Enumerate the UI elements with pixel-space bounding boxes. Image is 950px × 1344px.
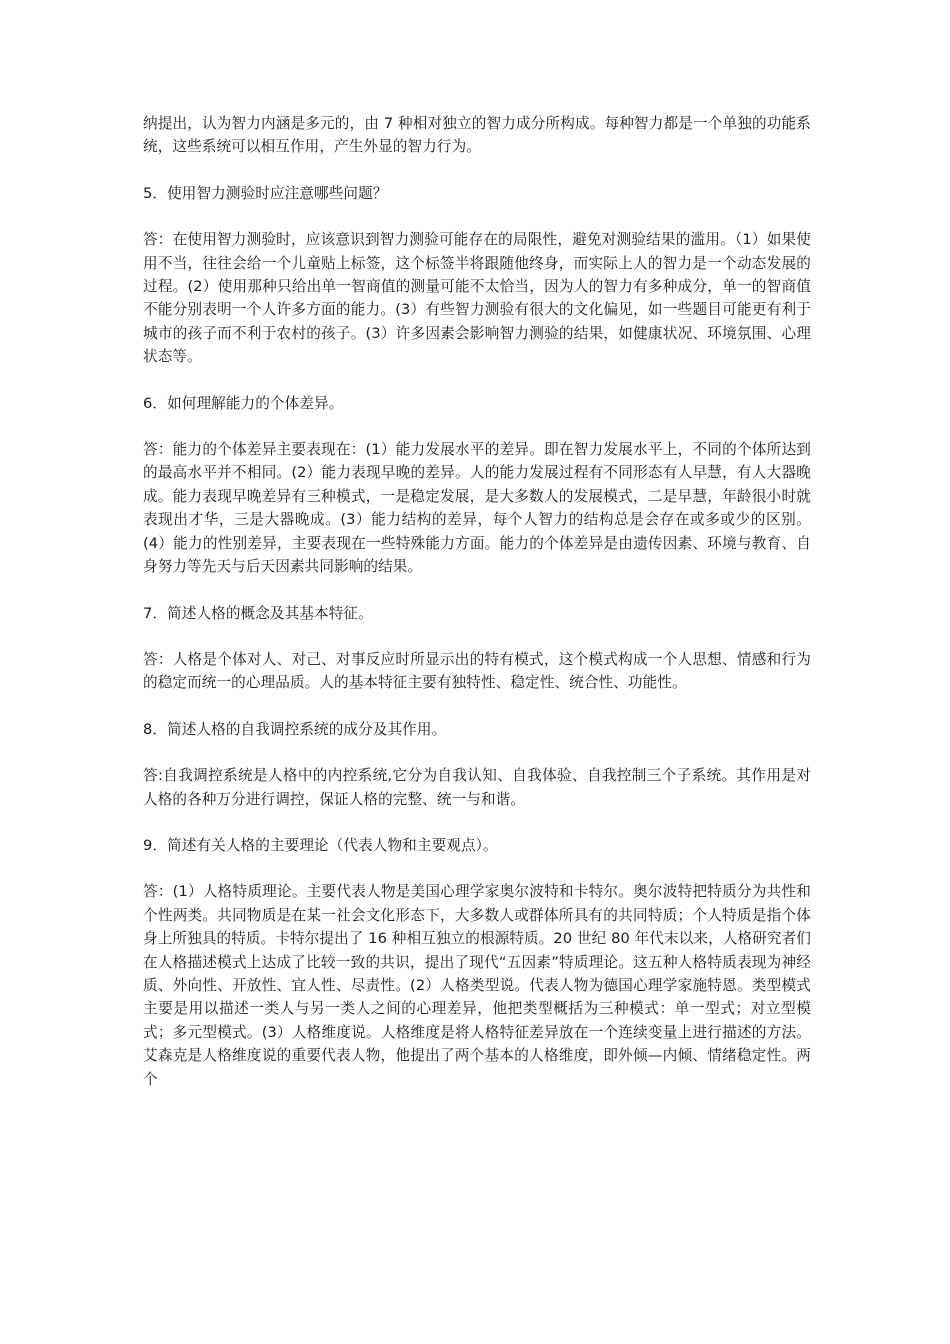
answer-8: 答:自我调控系统是人格中的内控系统,它分为自我认知、自我体验、自我控制三个子系统。其作用是对人格的各种万分进行调控，保证人格的完整、统一与和谐。 [143, 767, 811, 808]
question-7: 7．简述人格的概念及其基本特征。 [143, 604, 373, 622]
question-9: 9．简述有关人格的主要理论（代表人物和主要观点）。 [143, 836, 498, 854]
answer-6: 答：能力的个体差异主要表现在：(1）能力发展水平的差异。即在智力发展水平上，不同的个体所达到的最高水平并不相同。(2）能力表现早晚的差异。人的能力发展过程有不同形态有人早慧，有人大器晚成。能力表现早晚差异有三种模式，一是稳定发展，是大多数人的发展模式，二是早慧，年龄很小时就表现出才华，三是大器晚成。(3）能力结构的差异，每个人智力的结构总是会存在或多或少的区别。(4）能力的性别差异，主要表现在一些特殊能力方面。能力的个体差异是由遗传因素、环境与教育、自身努力等先天与后天因素共同影响的结果。 [143, 441, 811, 576]
question-6: 6．如何理解能力的个体差异。 [143, 394, 344, 412]
question-5: 5．使用智力测验时应注意哪些问题？ [143, 184, 388, 202]
answer-7: 答：人格是个体对人、对己、对事反应时所显示出的特有模式，这个模式构成一个人思想、情感和行为的稳定而统一的心理品质。人的基本特征主要有独特性、稳定性、统合性、功能性。 [143, 650, 811, 692]
answer-9: 答：(1）人格特质理论。主要代表人物是美国心理学家奥尔波特和卡特尔。奥尔波特把特质分为共性和个性两类。共同物质是在某一社会文化形态下，大多数人或群体所具有的共同特质；个人特质是指个体身上所独具的特质。卡特尔提出了 16 种相互独立的根源特质。20 世纪 80 年代末以来，人格研究者们在人格描述模式上达成了比较一致的共识，提出了现代“五因素”特质理论。这五种人格特质表现为神经质、外向性、开放性、宜人性、尽责性。(2）人格类型说。代表人物为德国心理学家施特恩。类型模式主要是用以描述一类人与另一类人之间的心理差异，他把类型概括为三种模式：单一型式；对立型模式；多元型模式。(3）人格维度说。人格维度是将人格特征差异放在一个连续变量上进行描述的方法。艾森克是人格维度说的重要代表人物，他提出了两个基本的人格维度，即外倾—内倾、情绪稳定性。两个 [143, 883, 811, 1088]
document-page [143, 112, 811, 1091]
question-8: 8．简述人格的自我调控系统的成分及其作用。 [143, 720, 447, 738]
answer-5: 答：在使用智力测验时，应该意识到智力测验可能存在的局限性，避免对测验结果的滥用。（1）如果使用不当，往往会给一个儿童贴上标签，这个标签半将跟随他终身，而实际上人的智力是一个动态发展的过程。(2）使用那种只给出单一智商值的测量可能不太恰当，因为人的智力有多种成分，单一的智商值不能分别表明一个人许多方面的能力。(3）有些智力测验有很大的文化偏见，如一些题目可能更有利于城市的孩子而不利于农村的孩子。(3）许多因素会影响智力测验的结果，如健康状况、环境氛围、心理状态等。 [143, 231, 811, 366]
intro-paragraph: 纳提出，认为智力内涵是多元的，由 7 种相对独立的智力成分所构成。每种智力都是一个单独的功能系统，这些系统可以相互作用，产生外显的智力行为。 [143, 115, 811, 156]
